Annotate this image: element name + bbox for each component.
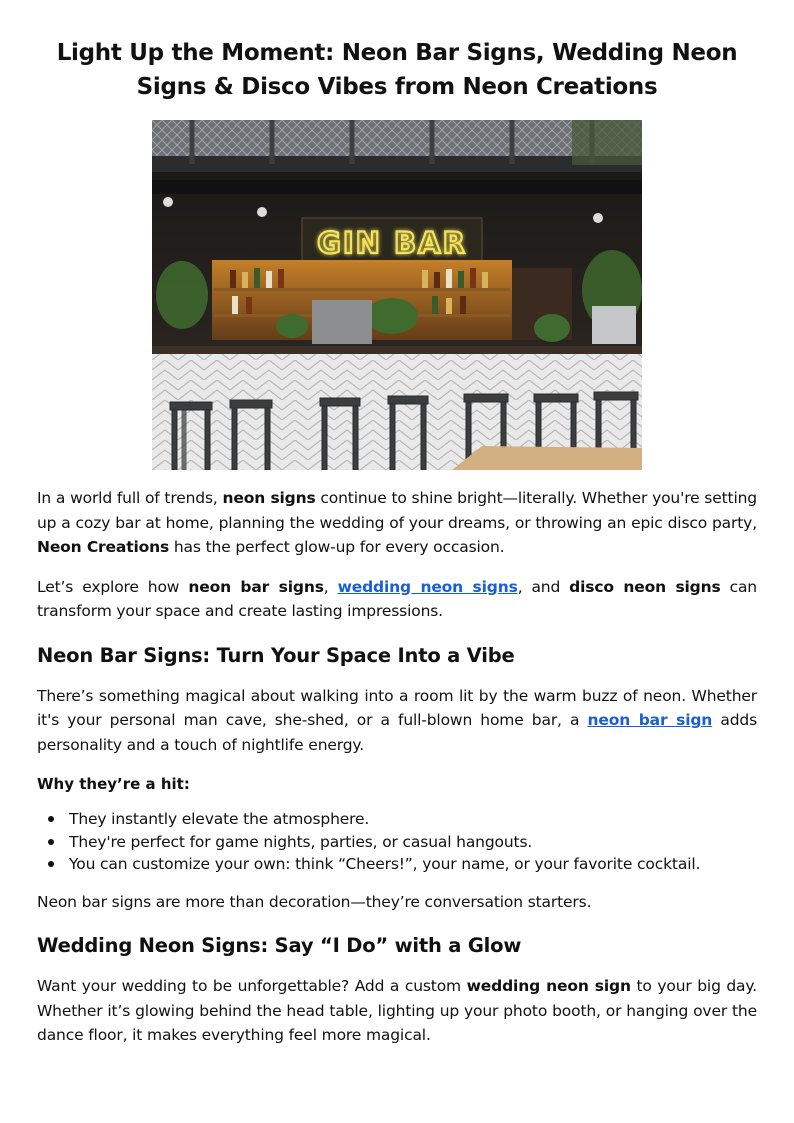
hero-photo-gin-bar <box>152 120 642 470</box>
intro-paragraph-2: Let’s explore how neon bar signs, wedding neon signs, and disco neon signs can transform your space and create lasting impressions. <box>37 577 757 620</box>
list-item: They instantly elevate the atmosphere. <box>69 808 757 831</box>
wedding-paragraph: Want your wedding to be unforgettable? Add a custom wedding neon sign to your big day. Whether it’s glowing behind the head table, lighting up your photo booth, or hanging over the dance floor, it makes everything feel more magical. <box>37 977 757 1044</box>
bullet-icon <box>48 816 54 822</box>
neon-sign-text: GIN BAR <box>317 226 467 260</box>
bullet-icon <box>48 861 54 867</box>
neon-bar-sign-link[interactable]: neon bar sign <box>587 711 713 729</box>
benefits-list <box>37 808 757 876</box>
list-item: You can customize your own: think “Cheers!”, your name, or your favorite cocktail. <box>69 853 757 876</box>
list-item: They're perfect for game nights, parties, or casual hangouts. <box>69 831 757 854</box>
wedding-neon-signs-link[interactable]: wedding neon signs <box>337 577 518 596</box>
intro-paragraph-1: In a world full of trends, neon signs continue to shine bright—literally. Whether you're setting up a cozy bar at home, planning the wedding of your dreams, or throwing an epic disco party, Neon Creations has the perfect glow-up for every occasion. <box>37 489 757 556</box>
section-heading-wedding-neon-signs: Wedding Neon Signs: Say “I Do” with a Glow <box>37 934 522 957</box>
document-page <box>37 36 757 1048</box>
page-title: Light Up the Moment: Neon Bar Signs, Wedding Neon Signs & Disco Vibes from Neon Creations <box>56 40 738 100</box>
neon-bar-closing: Neon bar signs are more than decoration—they’re conversation starters. <box>37 892 592 911</box>
why-label: Why they’re a hit: <box>37 775 190 793</box>
neon-bar-paragraph: There’s something magical about walking into a room lit by the warm buzz of neon. Whether it's your personal man cave, she-shed, or a full-blown home bar, a neon bar sign adds personality and a touch of nightlife energy. <box>37 686 757 754</box>
section-heading-neon-bar-signs: Neon Bar Signs: Turn Your Space Into a Vibe <box>37 643 515 667</box>
bullet-icon <box>48 839 54 845</box>
